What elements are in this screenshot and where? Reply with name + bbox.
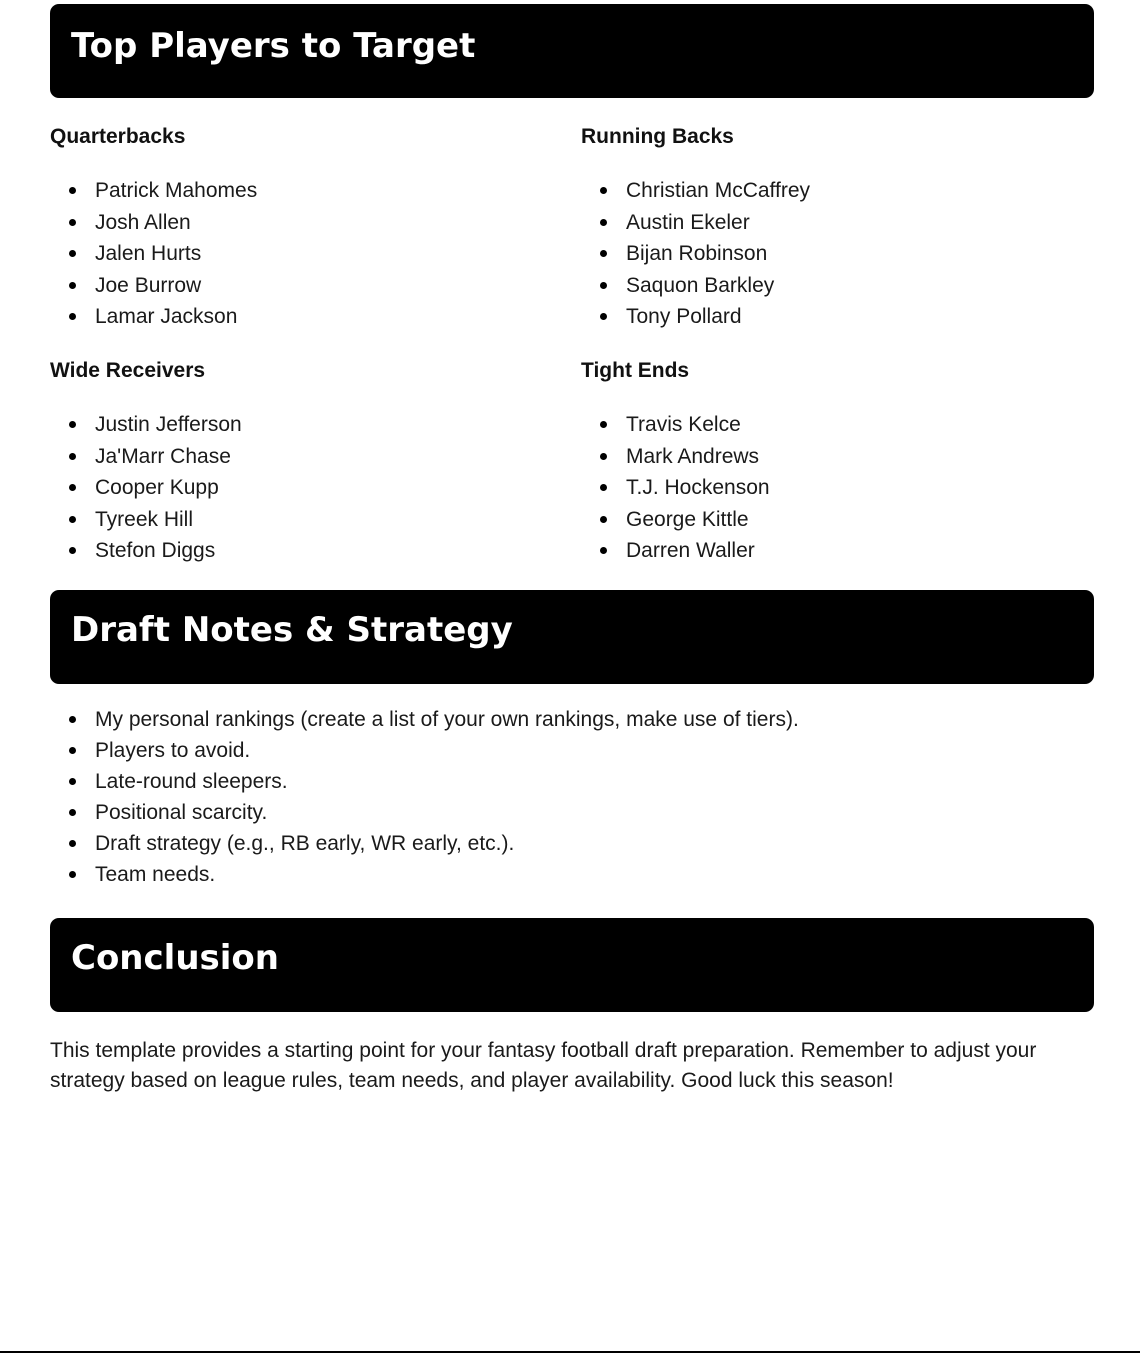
- list-item: Joe Burrow: [50, 273, 257, 305]
- list-item: Cooper Kupp: [50, 475, 242, 507]
- section-title-top-players: Top Players to Target: [71, 26, 476, 66]
- list-item: Stefon Diggs: [50, 538, 242, 570]
- list-item: Tony Pollard: [581, 304, 810, 336]
- heading-tight-ends: Tight Ends: [581, 359, 690, 382]
- list-item: Austin Ekeler: [581, 210, 810, 242]
- heading-running-backs: Running Backs: [581, 125, 734, 148]
- list-item: Justin Jefferson: [50, 412, 242, 444]
- list-item: Christian McCaffrey: [581, 178, 810, 210]
- list-wide-receivers: [50, 412, 242, 570]
- list-item: Patrick Mahomes: [50, 178, 257, 210]
- list-item: Draft strategy (e.g., RB early, WR early, etc.).: [50, 831, 799, 862]
- list-item: Tyreek Hill: [50, 507, 242, 539]
- list-running-backs: [581, 178, 810, 336]
- heading-wide-receivers: Wide Receivers: [50, 359, 206, 382]
- section-title-draft-notes: Draft Notes & Strategy: [71, 610, 513, 650]
- list-item: Lamar Jackson: [50, 304, 257, 336]
- list-item: Positional scarcity.: [50, 800, 799, 831]
- list-item: T.J. Hockenson: [581, 475, 770, 507]
- conclusion-paragraph: This template provides a starting point for your fantasy football draft preparation. Remember to adjust your strategy based on league rules, team needs, and player availability. Good luck this season!: [50, 1039, 1037, 1092]
- list-item: Ja'Marr Chase: [50, 444, 242, 476]
- list-draft-notes: [50, 707, 799, 893]
- list-item: Mark Andrews: [581, 444, 770, 476]
- list-item: Saquon Barkley: [581, 273, 810, 305]
- section-title-conclusion: Conclusion: [71, 938, 279, 978]
- list-item: Team needs.: [50, 862, 799, 893]
- list-item: Late-round sleepers.: [50, 769, 799, 800]
- list-item: Josh Allen: [50, 210, 257, 242]
- list-item: Travis Kelce: [581, 412, 770, 444]
- list-quarterbacks: [50, 178, 257, 336]
- list-item: Bijan Robinson: [581, 241, 810, 273]
- heading-quarterbacks: Quarterbacks: [50, 125, 186, 148]
- list-tight-ends: [581, 412, 770, 570]
- list-item: Players to avoid.: [50, 738, 799, 769]
- section-banner-top-players: [50, 4, 1094, 98]
- section-banner-conclusion: [50, 918, 1094, 1012]
- section-banner-draft-notes: [50, 590, 1094, 684]
- list-item: George Kittle: [581, 507, 770, 539]
- list-item: Darren Waller: [581, 538, 770, 570]
- list-item: My personal rankings (create a list of your own rankings, make use of tiers).: [50, 707, 799, 738]
- list-item: Jalen Hurts: [50, 241, 257, 273]
